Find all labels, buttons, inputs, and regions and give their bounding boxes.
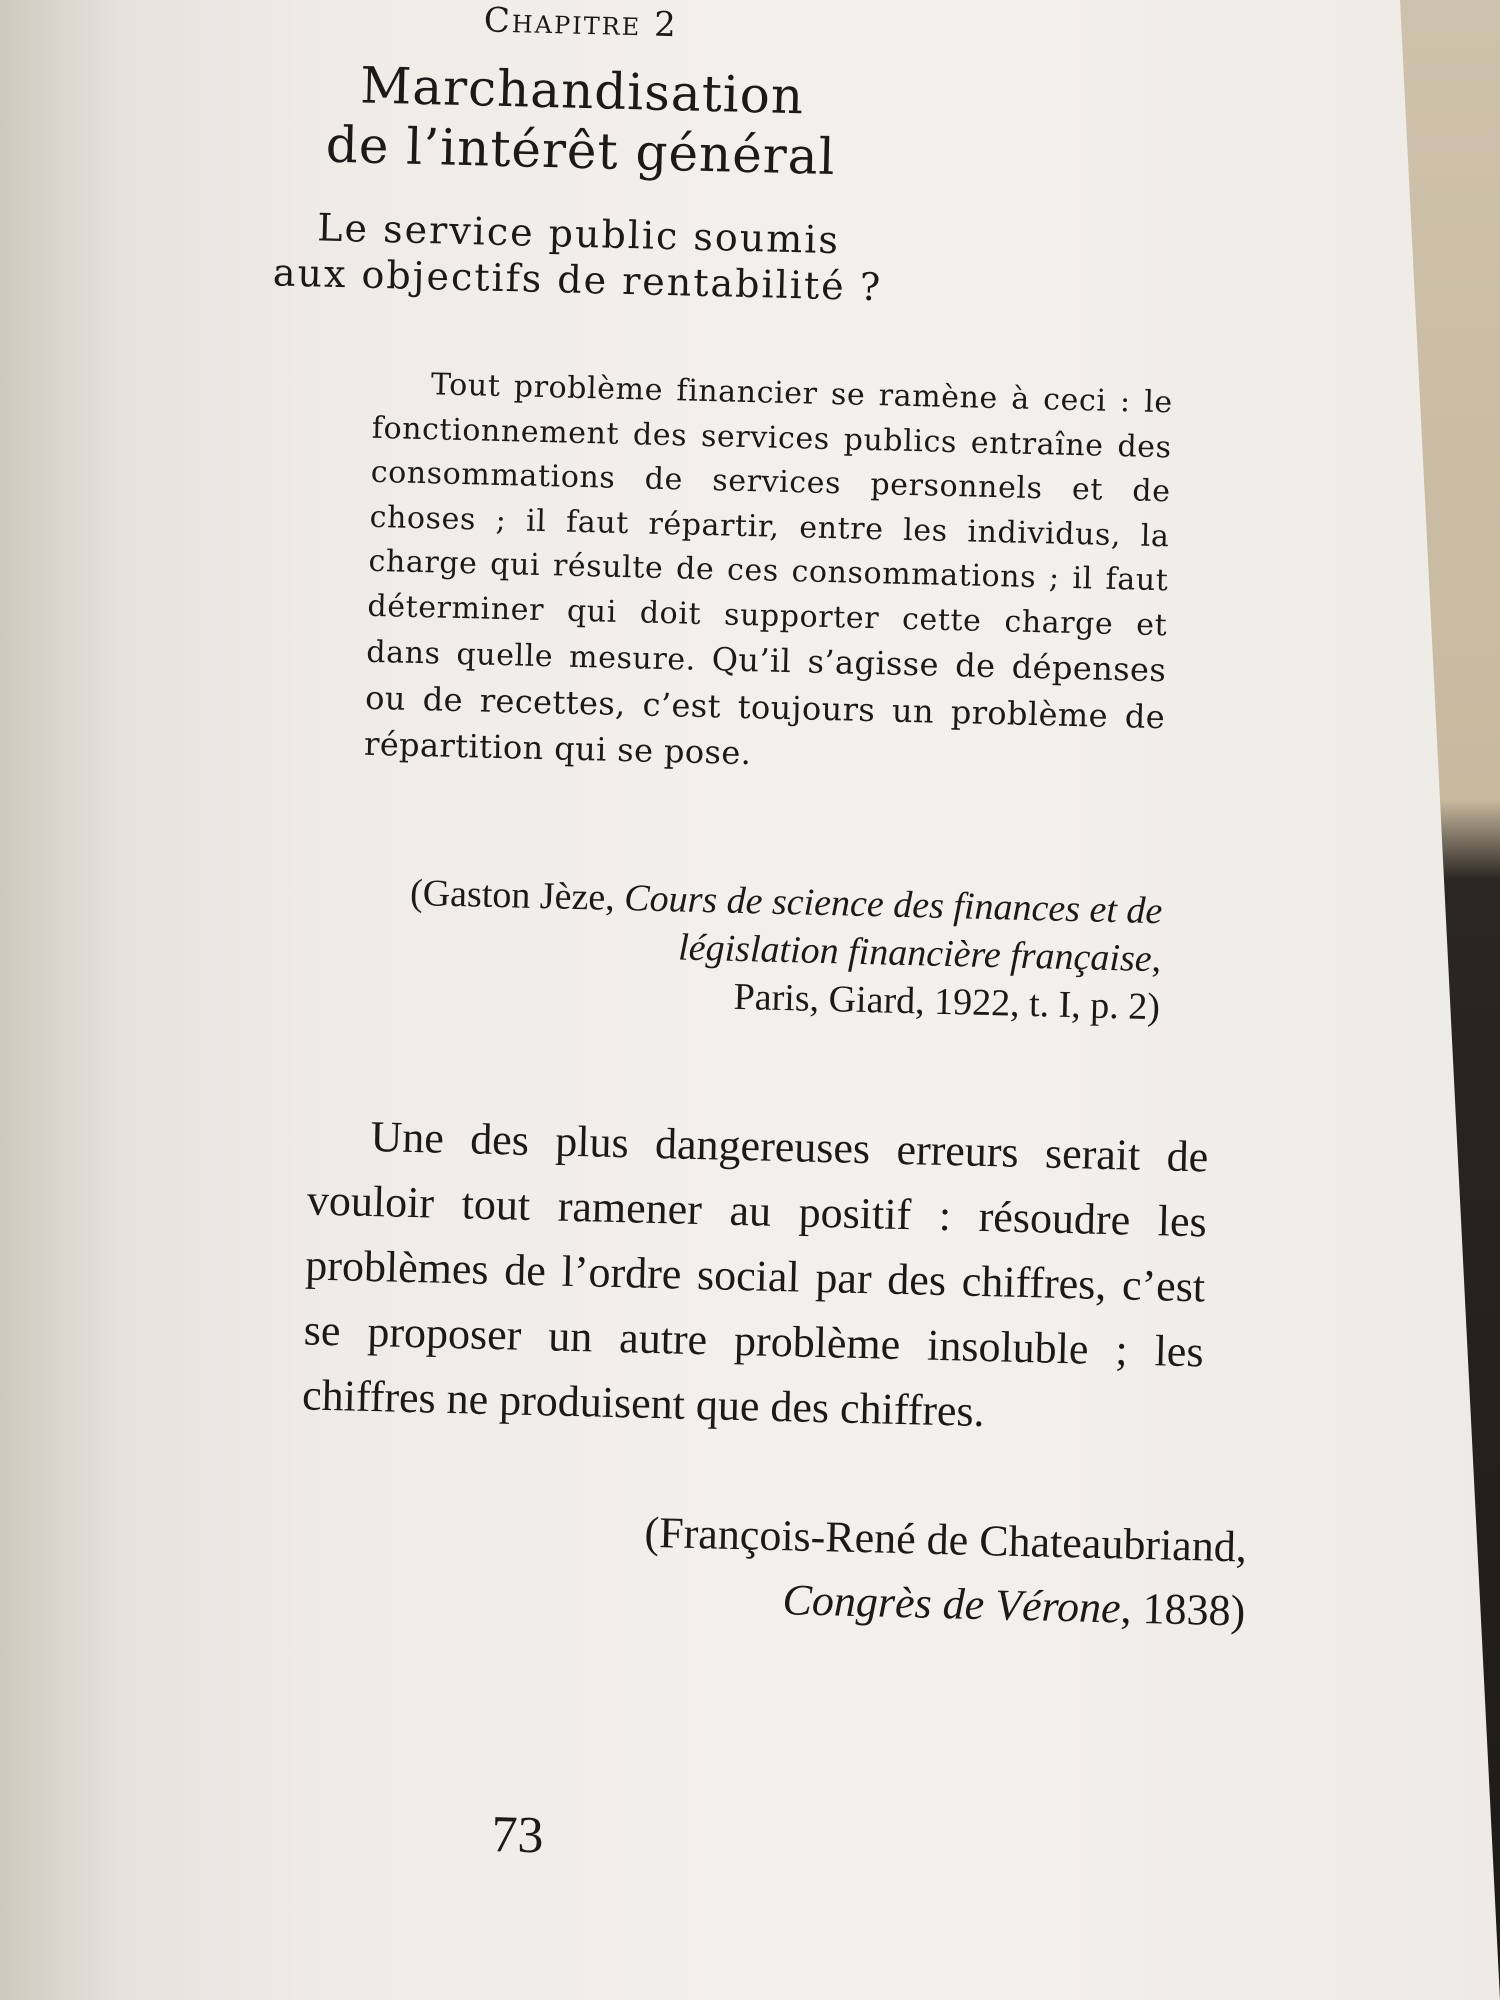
epigraph-jeze-main: Tout problème financier se ramène à ceci : le fonctionnement des services publics entraîne des consommations de services personnels et de choses ; il faut répartir, entre les individus, la charge qui résulte de ces consommations ; il faut déterminer qui doit supporter cette charge et dans quelle mesure. <box>365 367 1174 678</box>
chapter-title-line-2: de l’intérêt général <box>325 115 837 187</box>
citation-comma: , <box>1151 938 1162 981</box>
chapter-subtitle <box>217 202 939 312</box>
page-number: 73 <box>490 1806 545 1865</box>
citation-year: , 1838) <box>1120 1583 1246 1636</box>
epigraph-jeze-text <box>364 362 1174 788</box>
chapter-subtitle-line-1: Le service public soumis <box>316 205 841 263</box>
citation-book-title: Cours de science des finances et de législation financière française <box>623 877 1163 981</box>
epigraph-chateaubriand-text: Une des plus dangereuses erreurs serait de vouloir tout ramener au positif : résoudre les problèmes de l’ordre social par des chiffres, c’est se proposer un autre problème insoluble ; les chiffres ne produisent que des chiffres. <box>301 1111 1209 1437</box>
citation-open: (Gaston Jèze, <box>409 871 625 920</box>
chapter-title <box>260 53 903 189</box>
epigraph-jeze-tail: Qu’il s’agisse de dépenses ou de recettes, c’est toujours un problème de répartition qui se pose. <box>363 640 1167 773</box>
citation-author: (François-René de Chateaubriand, <box>644 1507 1248 1572</box>
citation-publisher: Paris, Giard, 1922, t. I, p. 2) <box>733 975 1161 1029</box>
chapter-label: Chapitre 2 <box>483 0 679 46</box>
citation-work-title: Congrès de Vérone <box>782 1575 1122 1633</box>
epigraph-jeze-citation <box>300 866 1163 1031</box>
epigraph-chateaubriand-citation <box>385 1495 1248 1644</box>
chapter-subtitle-line-2: aux objectifs de rentabilité ? <box>272 250 883 310</box>
chapter-title-line-1: Marchandisation <box>359 56 805 126</box>
